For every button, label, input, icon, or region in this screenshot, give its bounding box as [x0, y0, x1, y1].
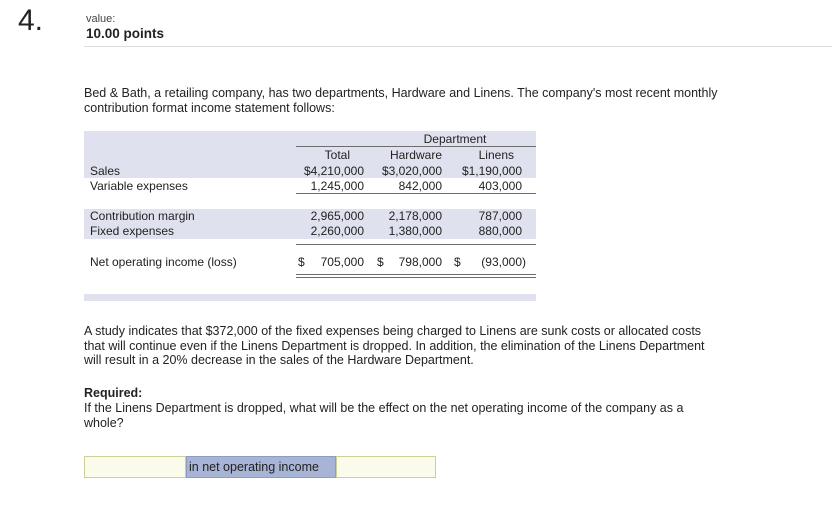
total-rule-bottom [296, 277, 536, 278]
sales-hardware: $3,020,000 [381, 164, 442, 178]
row-label-contribution-margin: Contribution margin [90, 209, 195, 223]
contribution-total: 2,965,000 [310, 209, 364, 223]
required-text: If the Linens Department is dropped, what will be the effect on the net operating income of the company as a whole? [84, 401, 684, 430]
footer-band [84, 294, 536, 301]
amount-input[interactable] [84, 456, 186, 478]
net-hardware: 798,000 [398, 255, 442, 269]
net-linens: (93,000) [481, 255, 526, 269]
department-underline [296, 146, 536, 147]
points-value: 10.00 points [86, 26, 165, 41]
direction-input[interactable] [336, 456, 436, 478]
subtotal-rule-2 [296, 244, 536, 245]
sales-total: $4,210,000 [303, 164, 364, 178]
income-statement-table [84, 131, 536, 301]
col-header-linens: Linens [478, 148, 514, 162]
col-header-hardware: Hardware [389, 148, 442, 162]
department-header: Department [423, 132, 487, 146]
variable-total: 1,245,000 [310, 179, 364, 193]
answer-label: in net operating income [186, 456, 336, 478]
question-number: 4. [18, 4, 44, 37]
intro-text: Bed & Bath, a retailing company, has two departments, Hardware and Linens. The company's most recent monthly contribution format income statement follows: [84, 86, 718, 115]
row-label-net-operating-income: Net operating income (loss) [90, 255, 237, 269]
currency-hardware: $ [377, 255, 384, 269]
variable-linens: 403,000 [478, 179, 522, 193]
required-label: Required: [84, 386, 143, 400]
value-label: value: [86, 13, 116, 25]
contribution-linens: 787,000 [478, 209, 522, 223]
currency-total: $ [298, 255, 305, 269]
fixed-linens: 880,000 [478, 224, 522, 238]
row-label-fixed-expenses: Fixed expenses [90, 224, 175, 238]
fixed-hardware: 1,380,000 [388, 224, 442, 238]
subtotal-rule-1 [296, 193, 536, 194]
col-header-total: Total [324, 148, 350, 162]
row-label-sales: Sales [90, 164, 121, 178]
sales-linens: $1,190,000 [461, 164, 522, 178]
fixed-total: 2,260,000 [310, 224, 364, 238]
header-divider [84, 46, 832, 47]
total-rule-top [296, 274, 536, 275]
net-total: 705,000 [320, 255, 364, 269]
variable-hardware: 842,000 [398, 179, 442, 193]
currency-linens: $ [454, 255, 461, 269]
contribution-hardware: 2,178,000 [388, 209, 442, 223]
row-label-variable-expenses: Variable expenses [90, 179, 188, 193]
study-text: A study indicates that $372,000 of the fixed expenses being charged to Linens are sunk costs or allocated costs that will continue even if the Linens Department is dropped. In addition, the elimination of the Linens Department will result in a 20% decrease in the sales of the Hardware Department. [84, 324, 705, 367]
